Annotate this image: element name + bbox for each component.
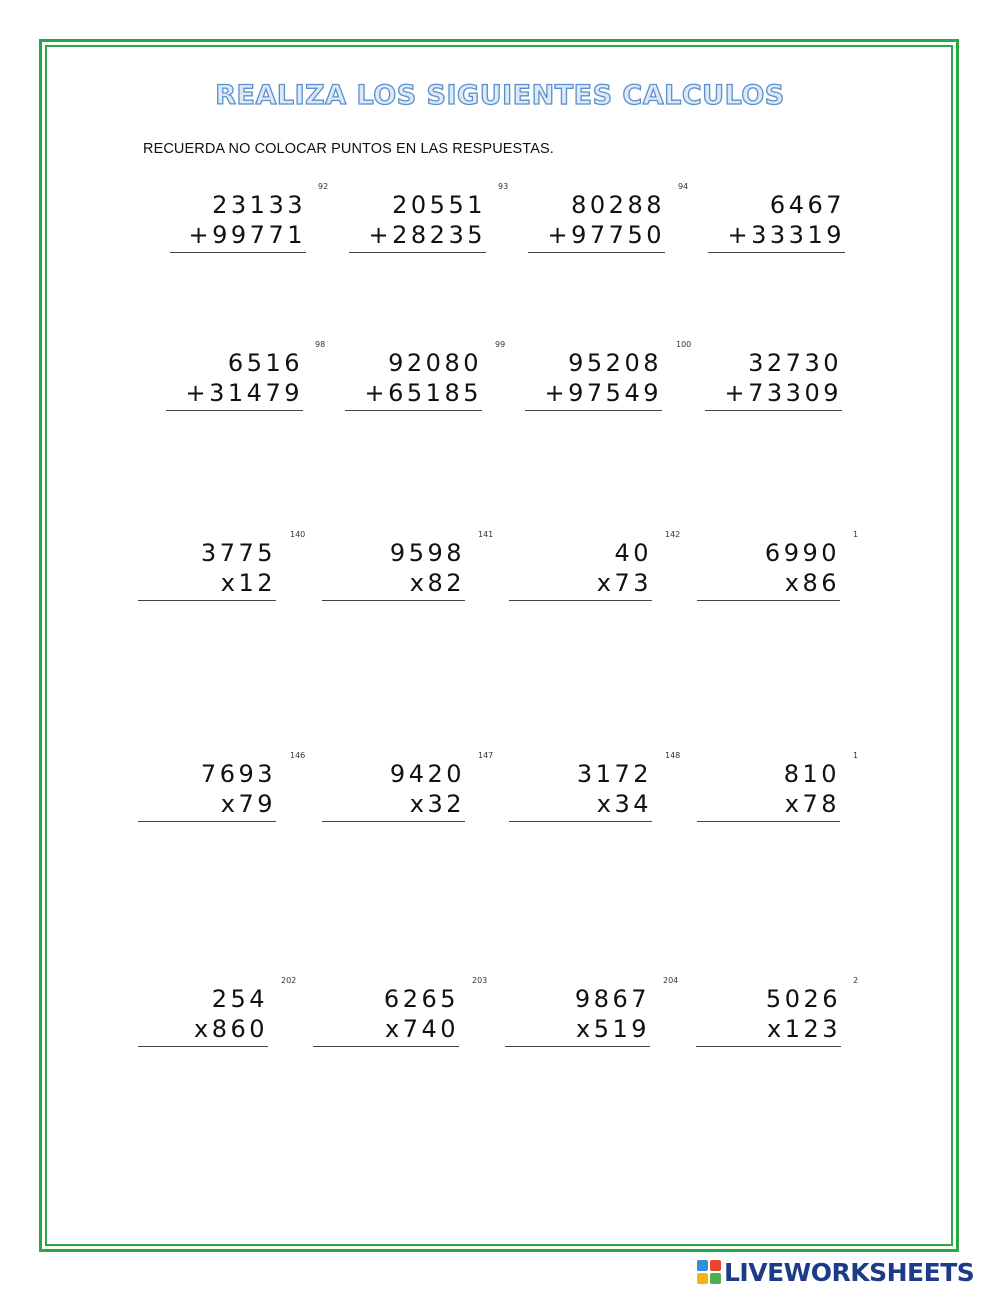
- problem-number: 1: [853, 751, 859, 760]
- problem-14: [322, 751, 494, 826]
- operand-bottom: +97549: [544, 379, 662, 407]
- answer-line: [696, 1046, 841, 1047]
- answer-line: [525, 410, 662, 411]
- logo-square-1: [697, 1260, 708, 1271]
- operand-bottom: x78: [784, 790, 840, 818]
- problem-18: [313, 976, 488, 1051]
- problem-number: 100: [676, 340, 692, 349]
- operand-top: 92080: [388, 349, 482, 377]
- problem-number: 140: [290, 530, 306, 539]
- logo-square-3: [697, 1273, 708, 1284]
- answer-line: [509, 600, 652, 601]
- problem-7: [525, 340, 692, 415]
- operand-top: 254: [211, 985, 268, 1013]
- answer-line: [697, 600, 840, 601]
- problem-1: [170, 182, 329, 257]
- operand-top: 23133: [212, 191, 306, 219]
- problem-number: 2: [853, 976, 859, 985]
- operand-bottom: +33319: [727, 221, 845, 249]
- answer-line: [705, 410, 842, 411]
- answer-line: [708, 252, 845, 253]
- answer-line: [138, 600, 276, 601]
- operand-bottom: +73309: [724, 379, 842, 407]
- operand-top: 9420: [389, 760, 465, 788]
- operand-top: 6990: [764, 539, 840, 567]
- problem-number: 142: [665, 530, 681, 539]
- operand-bottom: x73: [596, 569, 652, 597]
- problem-number: 146: [290, 751, 306, 760]
- problem-number: 204: [663, 976, 679, 985]
- answer-line: [697, 821, 840, 822]
- operand-bottom: x32: [409, 790, 465, 818]
- problem-9: [138, 530, 306, 605]
- answer-line: [509, 821, 652, 822]
- operand-bottom: x860: [193, 1015, 268, 1043]
- answer-line: [349, 252, 486, 253]
- operand-top: 95208: [568, 349, 662, 377]
- problem-number: 148: [665, 751, 681, 760]
- problem-number: 147: [478, 751, 494, 760]
- problem-number: 141: [478, 530, 494, 539]
- problem-8: [705, 340, 842, 415]
- answer-line: [138, 821, 276, 822]
- problem-number: 1: [853, 530, 859, 539]
- liveworksheets-logo: [697, 1258, 974, 1286]
- operand-top: 80288: [571, 191, 665, 219]
- operand-bottom: +31479: [185, 379, 303, 407]
- operand-bottom: +65185: [364, 379, 482, 407]
- problem-3: [528, 182, 689, 257]
- operand-top: 40: [614, 539, 652, 567]
- problem-number: 93: [498, 182, 509, 191]
- operand-top: 6265: [383, 985, 459, 1013]
- liveworksheets-logo-icon: [697, 1260, 721, 1284]
- problem-17: [138, 976, 297, 1051]
- operand-bottom: x12: [220, 569, 276, 597]
- problem-10: [322, 530, 494, 605]
- operand-bottom: x123: [766, 1015, 841, 1043]
- problem-number: 203: [472, 976, 488, 985]
- answer-line: [170, 252, 306, 253]
- answer-line: [528, 252, 665, 253]
- operand-top: 5026: [765, 985, 841, 1013]
- problem-20: [696, 976, 859, 1051]
- problem-12: [697, 530, 859, 605]
- operand-top: 20551: [392, 191, 486, 219]
- problem-2: [349, 182, 509, 257]
- problem-number: 202: [281, 976, 297, 985]
- operand-top: 3172: [576, 760, 652, 788]
- worksheet-instruction: RECUERDA NO COLOCAR PUNTOS EN LAS RESPUESTAS.: [143, 141, 554, 157]
- operand-bottom: x86: [784, 569, 840, 597]
- operand-bottom: x740: [384, 1015, 459, 1043]
- problem-16: [697, 751, 859, 826]
- operand-top: 9867: [574, 985, 650, 1013]
- problem-number: 92: [318, 182, 329, 191]
- operand-top: 6467: [769, 191, 845, 219]
- logo-square-2: [710, 1260, 721, 1271]
- answer-line: [322, 821, 465, 822]
- answer-line: [313, 1046, 459, 1047]
- problem-number: 98: [315, 340, 326, 349]
- answer-line: [138, 1046, 268, 1047]
- answer-line: [322, 600, 465, 601]
- worksheet-title: REALIZA LOS SIGUIENTES CALCULOS: [215, 80, 785, 111]
- operand-bottom: +28235: [368, 221, 486, 249]
- operand-bottom: +97750: [547, 221, 665, 249]
- problem-number: 99: [495, 340, 506, 349]
- answer-line: [505, 1046, 650, 1047]
- operand-bottom: +99771: [188, 221, 306, 249]
- answer-line: [166, 410, 303, 411]
- problem-4: [708, 182, 845, 257]
- liveworksheets-logo-text: LIVEWORKSHEETS: [724, 1257, 975, 1287]
- problem-number: 94: [678, 182, 689, 191]
- problem-15: [509, 751, 681, 826]
- operand-bottom: x82: [409, 569, 465, 597]
- operand-top: 9598: [389, 539, 465, 567]
- operand-bottom: x34: [596, 790, 652, 818]
- operand-bottom: x519: [575, 1015, 650, 1043]
- problem-5: [166, 340, 326, 415]
- problem-13: [138, 751, 306, 826]
- answer-line: [345, 410, 482, 411]
- operand-top: 7693: [200, 760, 276, 788]
- problem-6: [345, 340, 506, 415]
- operand-top: 3775: [200, 539, 276, 567]
- operand-top: 6516: [227, 349, 303, 377]
- logo-square-4: [710, 1273, 721, 1284]
- operand-bottom: x79: [220, 790, 276, 818]
- problem-11: [509, 530, 681, 605]
- operand-top: 810: [783, 760, 840, 788]
- problem-19: [505, 976, 679, 1051]
- operand-top: 32730: [748, 349, 842, 377]
